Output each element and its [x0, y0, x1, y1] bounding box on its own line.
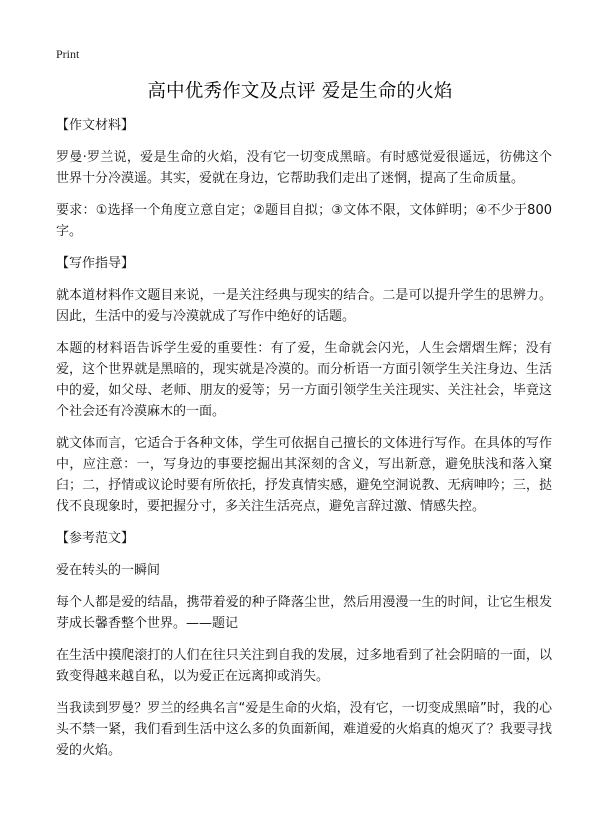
guidance-paragraph: 就文体而言，它适合于各种文体，学生可依据自己擅长的文体进行写作。在具体的写作中，应注意：一，写身边的事要挖掘出其深刻的含义，写出新意，避免肤浅和落入窠臼；二，抒情或议论时要有所依托，抒发真情实感，避免空洞说教、无病呻吟；三，挞伐不良现象时，要把握分寸，多关注生活亮点，避免言辞过激、情感失控。	[56, 436, 552, 514]
sample-paragraph: 当我读到罗曼？罗兰的经典名言“爱是生命的火焰，没有它，一切变成黑暗”时，我的心头不禁一紧，我们看到生活中这么多的负面新闻，难道爱的火焰真的熄灭了？我要寻找爱的火焰。	[56, 701, 552, 758]
sample-paragraph: 每个人都是爱的结晶，携带着爱的种子降落尘世，然后用漫漫一生的时间，让它生根发芽成长馨香整个世界。——题记	[56, 595, 552, 631]
print-link[interactable]: Print	[56, 47, 80, 61]
guidance-paragraph: 就本道材料作文题目来说，一是关注经典与现实的结合。二是可以提升学生的思辨力。因此，生活中的爱与冷漠就成了写作中绝好的话题。	[56, 288, 552, 324]
requirements-paragraph: 要求：①选择一个角度立意自定；②题目自拟；③文体不限，文体鲜明；④不少于800字。	[56, 203, 552, 239]
sample-essay-title: 爱在转头的一瞬间	[56, 563, 161, 578]
material-paragraph: 罗曼·罗兰说，爱是生命的火焰，没有它一切变成黑暗。有时感觉爱很遥远，彷佛这个世界十分冷漠遥。其实，爱就在身边，它帮助我们走出了迷惘，提高了生命质量。	[56, 150, 552, 186]
sample-paragraph: 在生活中摸爬滚打的人们在往只关注到自我的发展，过多地看到了社会阴暗的一面，以致变得越来越自私，以为爱正在远离抑或消失。	[56, 648, 552, 684]
section-heading-guidance: 【写作指导】	[56, 256, 135, 271]
section-heading-material: 【作文材料】	[56, 118, 135, 133]
guidance-paragraph: 本题的材料语告诉学生爱的重要性：有了爱，生命就会闪光，人生会熠熠生辉；没有爱，这个世界就是黑暗的，现实就是冷漠的。而分析语一方面引领学生关注身边、生活中的爱，如父母、老师、朋友的爱等；另一方面引领学生关注现实、关注社会，毕竟这个社会还有冷漠麻木的一面。	[56, 341, 552, 419]
page-title: 高中优秀作文及点评 爱是生命的火焰	[147, 81, 453, 102]
article-body	[56, 115, 552, 772]
section-heading-sample: 【参考范文】	[56, 531, 135, 546]
